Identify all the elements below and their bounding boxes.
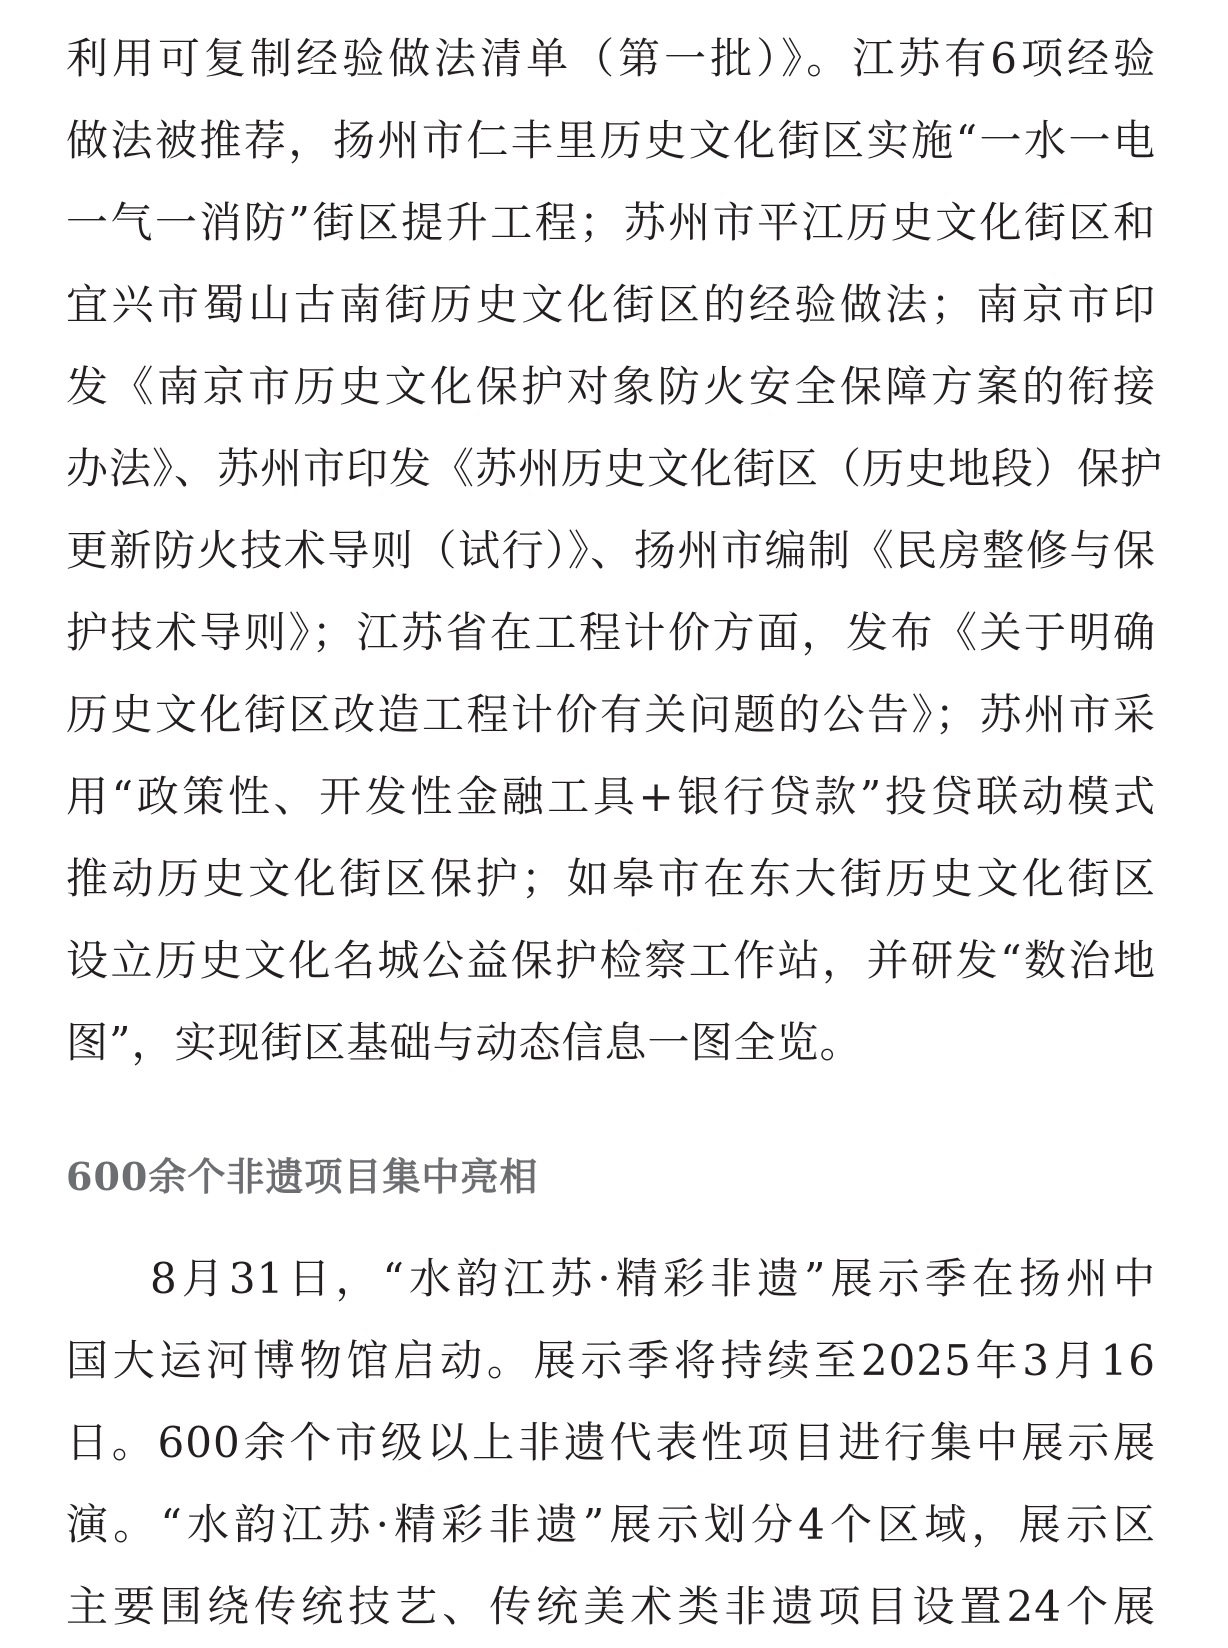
section-heading: 600余个非遗项目集中亮相 [66,1154,539,1199]
text-line: 日。600余个市级以上非遗代表性项目进行集中展示展 [66,1418,1156,1467]
text-line: 发《南京市历史文化保护对象防火安全保障方案的衔接 [66,362,1156,411]
text-line: 历史文化街区改造工程计价有关问题的公告》；苏州市采 [66,690,1156,739]
text-line: 推动历史文化街区保护；如皋市在东大街历史文化街区 [66,854,1156,903]
text-line: 图”，实现街区基础与动态信息一图全览。 [66,1018,863,1067]
text-line: 设立历史文化名城公益保护检察工作站，并研发“数治地 [66,936,1156,985]
text-line: 更新防火技术导则（试行）》、扬州市编制《民房整修与保 [66,526,1156,575]
text-line: 办法》、苏州市印发《苏州历史文化街区（历史地段）保护 [66,444,1164,493]
text-line: 演。“水韵江苏·精彩非遗”展示划分4个区域，展示区 [66,1500,1156,1549]
paragraph-fire-safety-practices [66,18,1164,1084]
text-line: 国大运河博物馆启动。展示季将持续至2025年3月16 [66,1336,1156,1385]
text-column [66,18,1164,1648]
text-line: 宜兴市蜀山古南街历史文化街区的经验做法；南京市印 [66,280,1156,329]
text-line: 8月31日，“水韵江苏·精彩非遗”展示季在扬州中 [150,1254,1156,1303]
text-line: 护技术导则》；江苏省在工程计价方面，发布《关于明确 [66,608,1156,657]
section-spacer [66,1084,1156,1140]
text-line: 利用可复制经验做法清单（第一批）》。江苏有6项经验 [66,34,1156,83]
text-line: 主要围绕传统技艺、传统美术类非遗项目设置24个展 [66,1582,1156,1631]
heading-spacer [66,1214,1156,1238]
paragraph-intangible-heritage [66,1238,1156,1648]
text-line: 做法被推荐，扬州市仁丰里历史文化街区实施“一水一电 [66,116,1156,165]
text-line: 一气一消防”街区提升工程；苏州市平江历史文化街区和 [66,198,1156,247]
text-line: 用“政策性、开发性金融工具+银行贷款”投贷联动模式 [66,772,1156,821]
